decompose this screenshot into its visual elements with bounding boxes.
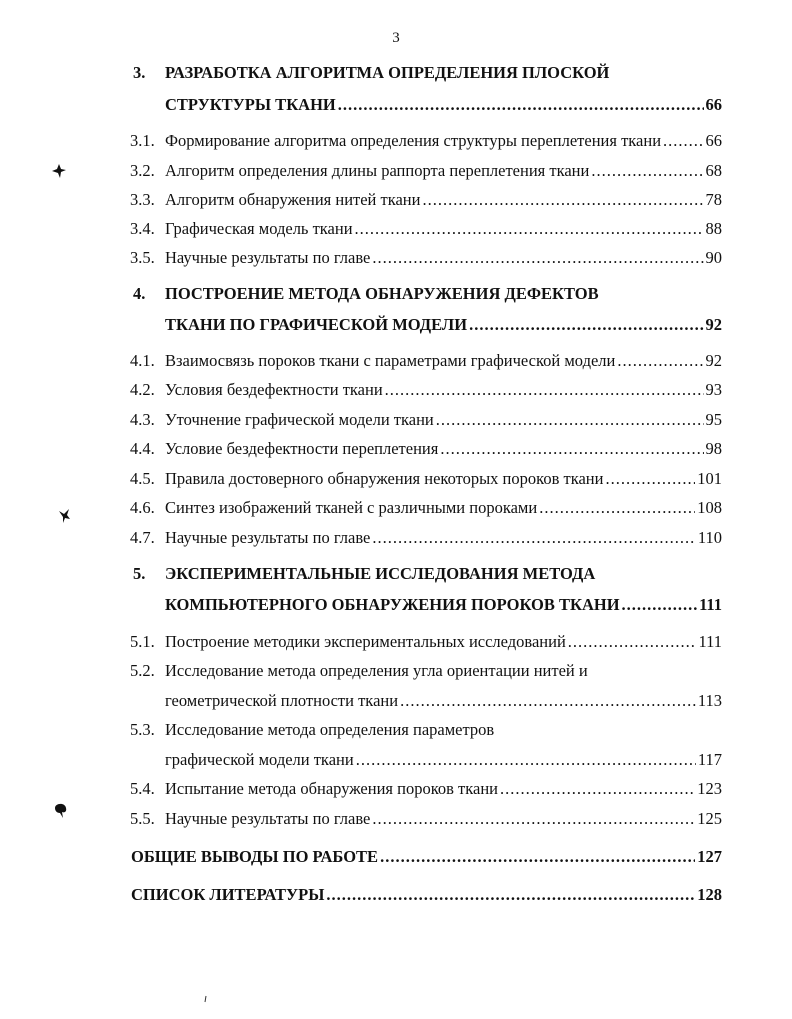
section-title: Научные результаты по главе [165,809,371,828]
page-ref: 68 [705,161,722,180]
chapter-4-heading [0,281,792,307]
section-title-line1: Исследование метода определения параметров [165,720,495,739]
page-ref: 113 [697,691,722,710]
section-title: Научные результаты по главе [165,248,371,267]
section-title: Алгоритм обнаружения нитей ткани [165,190,421,209]
page-ref: 78 [705,190,722,209]
chapter-number: 3. [133,63,146,82]
section-title-line2: геометрической плотности ткани [165,691,399,710]
section-number: 4.2. [130,380,155,399]
dot-leader [385,377,704,403]
toc-entry [165,128,722,154]
chapter-5-heading-cont [0,592,792,618]
section-number: 4.4. [130,439,155,458]
section-number: 3.5. [130,248,155,267]
toc-entry [165,495,722,521]
toc-entry [131,844,722,870]
chapter-number: 4. [133,284,146,303]
section-title: Условия бездефектности ткани [165,380,383,399]
section-number: 4.7. [130,528,155,547]
page-ref: 66 [705,95,722,114]
dot-leader [500,776,695,802]
toc-row [0,495,792,521]
page-ref: 108 [697,498,722,517]
toc-entry [165,806,722,832]
page-ref: 92 [705,315,722,334]
section-number: 3.2. [130,161,155,180]
toc-row [0,407,792,433]
section-title: Взаимосвязь пороков ткани с параметрами графической модели [165,351,616,370]
dot-leader [356,747,696,773]
dot-leader [469,312,703,338]
section-title: Условие бездефектности переплетения [165,439,439,458]
section-number: 3.1. [130,131,155,150]
toc-entry [165,466,722,492]
toc-entry [165,92,722,118]
toc-row [0,776,792,802]
chapter-5-heading [0,561,792,587]
chapter-title-line1: ПОСТРОЕНИЕ МЕТОДА ОБНАРУЖЕНИЯ ДЕФЕКТОВ [165,284,599,303]
page-ref: 110 [697,528,722,547]
toc-entry [165,747,722,773]
dot-leader [591,158,703,184]
toc-row [0,377,792,403]
chapter-title-line1: ЭКСПЕРИМЕНТАЛЬНЫЕ ИССЛЕДОВАНИЯ МЕТОДА [165,564,596,583]
page-ref: 127 [697,847,722,866]
chapter-3-heading [0,60,792,86]
toc-row [0,466,792,492]
section-title: Испытание метода обнаружения пороков ткани [165,779,499,798]
toc-entry [165,436,722,462]
toc-row [0,525,792,551]
dot-leader [617,348,703,374]
page-ref: 128 [697,885,722,904]
section-title: Научные результаты по главе [165,528,371,547]
dot-leader [380,844,695,870]
dot-leader [436,407,704,433]
chapter-number: 5. [133,564,146,583]
dot-leader [605,466,695,492]
page-ref: 95 [705,410,722,429]
section-number: 5.1. [130,632,155,651]
toc-row [0,658,792,684]
section-number: 4.1. [130,351,155,370]
section-number: 5.5. [130,809,155,828]
dot-leader [372,245,703,271]
toc-row [0,436,792,462]
section-number: 5.4. [130,779,155,798]
toc-row [0,158,792,184]
section-number: 4.5. [130,469,155,488]
references-row [0,882,792,908]
toc-row [0,187,792,213]
toc-entry [165,592,722,618]
page-ref: 93 [705,380,722,399]
ink-blot-mark [57,507,73,525]
dot-leader [372,525,696,551]
conclusions-title: ОБЩИЕ ВЫВОДЫ ПО РАБОТЕ [131,847,379,866]
page-ref: 123 [697,779,722,798]
dot-leader [338,92,704,118]
dot-leader [400,688,696,714]
dot-leader [663,128,703,154]
toc-entry [165,525,722,551]
section-title-line2: графической модели ткани [165,750,354,769]
toc-entry [165,688,722,714]
section-number: 3.3. [130,190,155,209]
section-number: 4.3. [130,410,155,429]
section-title: Формирование алгоритма определения структуры переплетения ткани [165,131,662,150]
dot-leader [355,216,704,242]
toc-entry [165,312,722,338]
toc-row [0,629,792,655]
dot-leader [622,592,698,618]
toc-entry [165,629,722,655]
toc-entry [165,158,722,184]
ink-speck-mark [203,995,209,1003]
chapter-4-heading-cont [0,312,792,338]
toc-entry [165,245,722,271]
page-ref: 111 [698,632,722,651]
section-number: 5.2. [130,661,155,680]
toc-row [0,245,792,271]
section-number: 5.3. [130,720,155,739]
chapter-3-heading-cont [0,92,792,118]
references-title: СПИСОК ЛИТЕРАТУРЫ [131,885,325,904]
conclusions-row [0,844,792,870]
toc-entry [165,348,722,374]
toc-entry [165,377,722,403]
toc-entry [131,882,722,908]
dot-leader [440,436,703,462]
toc-row [0,216,792,242]
toc-entry [165,216,722,242]
section-title: Графическая модель ткани [165,219,353,238]
section-title: Уточнение графической модели ткани [165,410,434,429]
chapter-title-line2: КОМПЬЮТЕРНОГО ОБНАРУЖЕНИЯ ПОРОКОВ ТКАНИ [165,595,620,614]
dot-leader [568,629,697,655]
page-ref: 92 [705,351,722,370]
section-title: Синтез изображений тканей с различными пороками [165,498,538,517]
chapter-title-line1: РАЗРАБОТКА АЛГОРИТМА ОПРЕДЕЛЕНИЯ ПЛОСКОЙ [165,63,610,82]
page-number: 3 [392,30,400,46]
toc-row-cont [0,688,792,714]
toc-row [0,806,792,832]
chapter-title-line2: СТРУКТУРЫ ТКАНИ [165,95,336,114]
chapter-title-line2: ТКАНИ ПО ГРАФИЧЕСКОЙ МОДЕЛИ [165,315,468,334]
dot-leader [539,495,695,521]
page-ref: 88 [705,219,722,238]
page-ref: 98 [705,439,722,458]
page-ref: 111 [699,595,722,614]
toc-row [0,128,792,154]
section-number: 3.4. [130,219,155,238]
dot-leader [326,882,695,908]
toc-entry [165,187,722,213]
section-number: 4.6. [130,498,155,517]
toc-entry [165,776,722,802]
page-ref: 101 [697,469,722,488]
section-title-line1: Исследование метода определения угла ориентации нитей и [165,661,588,680]
dot-leader [422,187,703,213]
section-title: Построение методики экспериментальных исследований [165,632,566,651]
page-ref: 117 [697,750,722,769]
ink-blot-mark [52,800,70,820]
section-title: Алгоритм определения длины раппорта переплетения ткани [165,161,590,180]
dot-leader [372,806,695,832]
page-ref: 125 [697,809,722,828]
page-ref: 66 [705,131,722,150]
ink-blot-mark [50,162,68,180]
toc-entry [165,407,722,433]
toc-row [0,348,792,374]
toc-row [0,717,792,743]
page-ref: 90 [705,248,722,267]
toc-row-cont [0,747,792,773]
section-title: Правила достоверного обнаружения некоторых пороков ткани [165,469,604,488]
